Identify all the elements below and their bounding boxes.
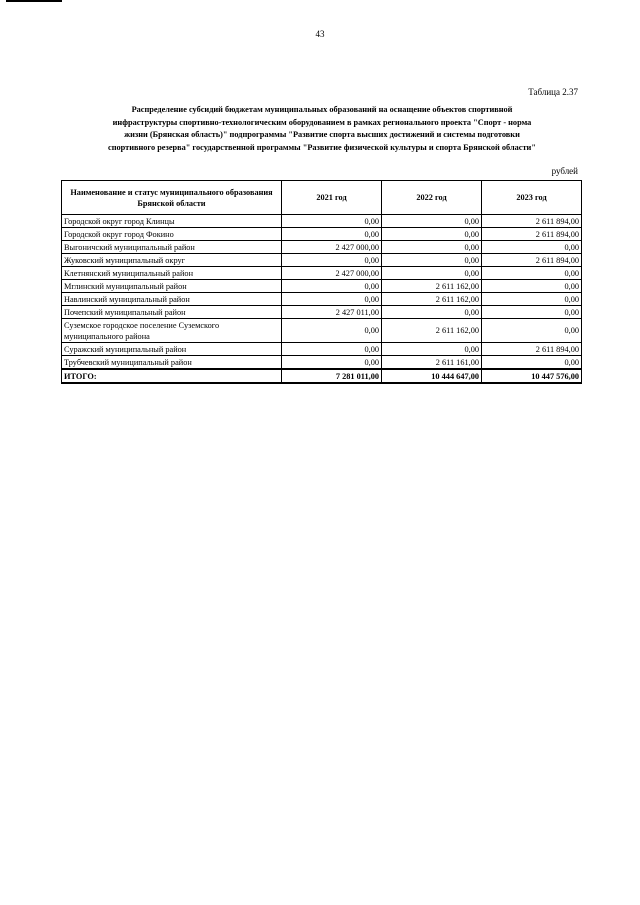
table-row [62,254,582,267]
cell-2021: 0,00 [282,280,382,293]
cell-municipality: Суземское городское поселение Суземского муниципального района [62,319,282,343]
table-row [62,293,582,306]
cell-2022: 0,00 [382,343,482,356]
cell-2022: 2 611 162,00 [382,280,482,293]
total-2023: 10 447 576,00 [482,369,582,383]
cell-2023: 0,00 [482,306,582,319]
table-row [62,343,582,356]
cell-municipality: Мглинский муниципальный район [62,280,282,293]
header-2023: 2023 год [482,181,582,215]
top-rule [6,0,62,2]
heading-line: спортивного резерва" государственной программы "Развитие физической культуры и спорта Брянской области" [108,143,536,153]
cell-2021: 2 427 011,00 [282,306,382,319]
total-2021: 7 281 011,00 [282,369,382,383]
cell-2022: 0,00 [382,228,482,241]
cell-municipality: Навлинский муниципальный район [62,293,282,306]
cell-municipality: Почепский муниципальный район [62,306,282,319]
total-2022: 10 444 647,00 [382,369,482,383]
cell-2021: 0,00 [282,293,382,306]
cell-2022: 2 611 161,00 [382,356,482,370]
cell-2021: 0,00 [282,319,382,343]
heading-line: жизни (Брянская область)" подпрограммы "Развитие спорта высших достижений и системы подготовки [124,130,520,140]
cell-municipality: Клетнянский муниципальный район [62,267,282,280]
cell-2023: 0,00 [482,280,582,293]
table-row [62,280,582,293]
table-row [62,319,582,343]
cell-2021: 0,00 [282,356,382,370]
cell-municipality: Выгоничский муниципальный район [62,241,282,254]
units-label: рублей [551,166,578,176]
cell-2023: 0,00 [482,293,582,306]
heading-line: инфраструктуры спортивно-технологическим оборудованием в рамках регионального проекта "Спорт - норма [112,117,532,127]
page-number: 43 [315,29,325,39]
table-row [62,267,582,280]
table-row [62,215,582,228]
cell-municipality: Городской округ город Фокино [62,228,282,241]
table-row [62,241,582,254]
document-heading [66,104,578,155]
cell-municipality: Городской округ город Клинцы [62,215,282,228]
cell-2021: 2 427 000,00 [282,241,382,254]
cell-2023: 0,00 [482,241,582,254]
cell-2022: 0,00 [382,267,482,280]
cell-2023: 2 611 894,00 [482,215,582,228]
total-label: ИТОГО: [62,369,282,383]
cell-2023: 2 611 894,00 [482,228,582,241]
cell-2021: 0,00 [282,343,382,356]
cell-2022: 0,00 [382,215,482,228]
cell-municipality: Суражский муниципальный район [62,343,282,356]
cell-2021: 2 427 000,00 [282,267,382,280]
table-row [62,228,582,241]
cell-2023: 0,00 [482,267,582,280]
cell-2023: 0,00 [482,319,582,343]
table-label: Таблица 2.37 [528,87,578,97]
cell-2021: 0,00 [282,215,382,228]
cell-municipality: Жуковский муниципальный округ [62,254,282,267]
cell-2023: 0,00 [482,356,582,370]
cell-2023: 2 611 894,00 [482,343,582,356]
cell-2021: 0,00 [282,254,382,267]
cell-municipality: Трубчевский муниципальный район [62,356,282,370]
table-row [62,356,582,370]
header-2022: 2022 год [382,181,482,215]
header-2021: 2021 год [282,181,382,215]
cell-2022: 2 611 162,00 [382,319,482,343]
cell-2022: 0,00 [382,241,482,254]
table-header-row [62,181,582,215]
header-municipality: Наименование и статус муниципального образования Брянской области [62,181,282,215]
cell-2022: 2 611 162,00 [382,293,482,306]
table-total-row [62,369,582,383]
heading-line: Распределение субсидий бюджетам муниципальных образований на оснащение объектов спортивной [131,105,513,114]
cell-2021: 0,00 [282,228,382,241]
cell-2022: 0,00 [382,306,482,319]
table-row [62,306,582,319]
cell-2023: 2 611 894,00 [482,254,582,267]
cell-2022: 0,00 [382,254,482,267]
subsidy-table [61,180,582,384]
